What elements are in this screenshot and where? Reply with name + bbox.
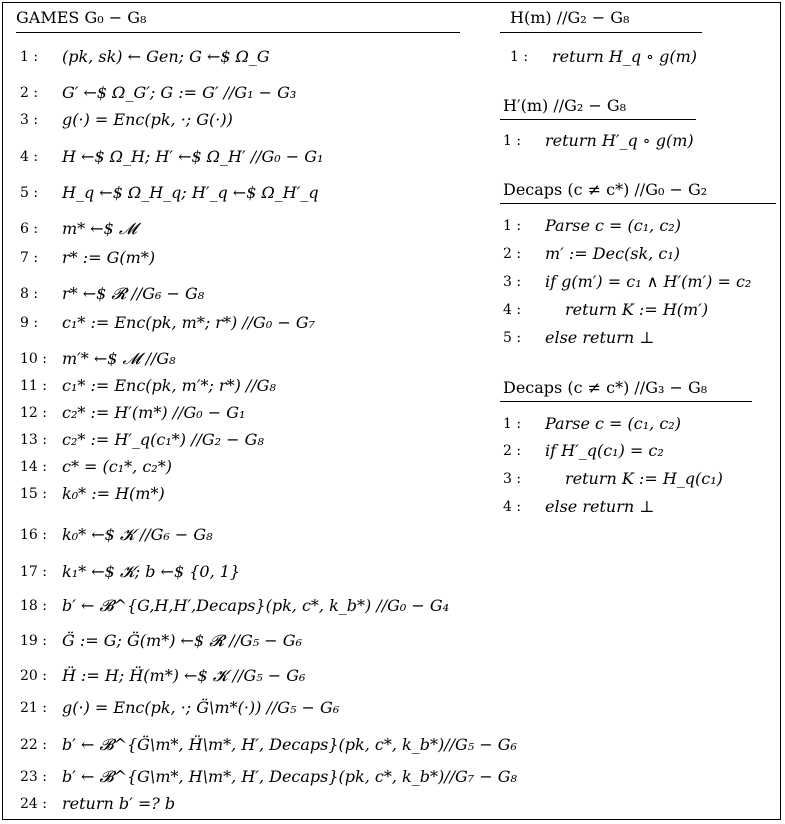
games-line-17-number: 17 : — [20, 564, 47, 580]
decaps1-line-3-number: 3 : — [503, 274, 522, 290]
games-line-13-number: 13 : — [20, 432, 47, 448]
games-line-2-code: G′ ←$ Ω_G′; G := G′ //G₁ − G₃ — [62, 83, 297, 102]
decaps2-line-1-number: 1 : — [503, 416, 522, 432]
decaps1-line-4-code: return K := H(m′) — [565, 300, 709, 319]
games-line-24-number: 24 : — [20, 796, 47, 812]
games-line-8-code: r* ←$ 𝓡 //G₆ − G₈ — [62, 284, 205, 303]
games-line-7-code: r* := G(m*) — [62, 248, 156, 267]
games-line-3-code: g(·) = Enc(pk, ·; G(·)) — [62, 110, 233, 129]
decaps2-rule — [500, 401, 752, 402]
games-line-7-number: 7 : — [20, 250, 39, 266]
decaps2-line-4-code: else return ⊥ — [545, 497, 655, 516]
games-line-8-number: 8 : — [20, 286, 39, 302]
games-line-12-code: c₂* := H′(m*) //G₀ − G₁ — [62, 403, 246, 422]
games-line-16-code: k₀* ←$ 𝓚 //G₆ − G₈ — [62, 525, 213, 544]
games-line-20-number: 20 : — [20, 668, 47, 684]
games-line-15-code: k₀* := H(m*) — [62, 484, 165, 503]
games-line-12-number: 12 : — [20, 405, 47, 421]
decaps1-line-4-number: 4 : — [503, 302, 522, 318]
games-line-5-number: 5 : — [20, 185, 39, 201]
games-title: GAMES G₀ − G₈ — [16, 8, 147, 27]
games-line-13-code: c₂* := H′_q(c₁*) //G₂ − G₈ — [62, 430, 264, 449]
games-line-1-code: (pk, sk) ← Gen; G ←$ Ω_G — [62, 47, 270, 66]
title-rule — [16, 32, 460, 33]
games-line-4-number: 4 : — [20, 149, 39, 165]
games-line-22-number: 22 : — [20, 737, 47, 753]
games-line-11-number: 11 : — [20, 378, 47, 394]
games-line-20-code: Ḧ := H; Ḧ(m*) ←$ 𝓚 //G₅ − G₆ — [62, 666, 306, 685]
games-line-10-code: m′* ←$ 𝓜 //G₈ — [62, 349, 176, 368]
decaps2-line-2-number: 2 : — [503, 443, 522, 459]
games-line-18-number: 18 : — [20, 598, 47, 614]
decaps2-line-1-code: Parse c = (c₁, c₂) — [545, 414, 681, 433]
games-line-24-code: return b′ =? b — [62, 794, 176, 813]
hm-line-1-code: return H_q ∘ g(m) — [552, 47, 697, 66]
games-line-21-code: g(·) = Enc(pk, ·; G̈\m*(·)) //G₅ − G₆ — [62, 698, 340, 717]
games-line-10-number: 10 : — [20, 351, 47, 367]
hpm-line-1-code: return H′_q ∘ g(m) — [545, 131, 694, 150]
decaps1-line-3-code: if g(m′) = c₁ ∧ H′(m′) = c₂ — [545, 272, 752, 291]
games-line-4-code: H ←$ Ω_H; H′ ←$ Ω_H′ //G₀ − G₁ — [62, 147, 324, 166]
games-line-17-code: k₁* ←$ 𝓚; b ←$ {0, 1} — [62, 562, 241, 581]
games-line-23-code: b′ ← 𝓑^{G\m*, H\m*, H′, Decaps}(pk, c*, k_b*)//G₇ − G₈ — [62, 767, 517, 786]
games-line-14-number: 14 : — [20, 459, 47, 475]
games-line-9-code: c₁* := Enc(pk, m*; r*) //G₀ − G₇ — [62, 313, 316, 332]
decaps1-rule — [500, 203, 776, 204]
games-line-2-number: 2 : — [20, 85, 39, 101]
decaps1-line-2-code: m′ := Dec(sk, c₁) — [545, 244, 680, 263]
games-line-19-number: 19 : — [20, 633, 47, 649]
games-line-16-number: 16 : — [20, 527, 47, 543]
games-line-6-number: 6 : — [20, 221, 39, 237]
decaps2-line-3-number: 3 : — [503, 471, 522, 487]
games-line-5-code: H_q ←$ Ω_H_q; H′_q ←$ Ω_H′_q — [62, 183, 319, 202]
hm-line-1-number: 1 : — [510, 49, 529, 65]
games-line-6-code: m* ←$ 𝓜 — [62, 219, 137, 238]
hpm-line-1-number: 1 : — [503, 133, 522, 149]
decaps2-line-3-code: return K := H_q(c₁) — [565, 469, 723, 488]
hpm-title: H′(m) //G₂ − G₈ — [503, 96, 627, 115]
hm-title: H(m) //G₂ − G₈ — [510, 8, 630, 27]
games-line-11-code: c₁* := Enc(pk, m′*; r*) //G₈ — [62, 376, 276, 395]
decaps1-line-5-code: else return ⊥ — [545, 328, 655, 347]
games-line-18-code: b′ ← 𝓑^{G,H,H′,Decaps}(pk, c*, k_b*) //G₀ − G₄ — [62, 596, 450, 615]
games-line-15-number: 15 : — [20, 486, 47, 502]
decaps2-line-4-number: 4 : — [503, 499, 522, 515]
games-line-9-number: 9 : — [20, 315, 39, 331]
decaps1-line-1-code: Parse c = (c₁, c₂) — [545, 216, 681, 235]
games-line-22-code: b′ ← 𝓑^{G̈\m*, Ḧ\m*, H′, Decaps}(pk, c*, k_b*)//G₅ − G₆ — [62, 735, 517, 754]
games-line-23-number: 23 : — [20, 769, 47, 785]
games-line-19-code: G̈ := G; G̈(m*) ←$ 𝓡 //G₅ − G₆ — [62, 631, 302, 650]
games-line-21-number: 21 : — [20, 700, 47, 716]
games-line-3-number: 3 : — [20, 112, 39, 128]
decaps1-line-1-number: 1 : — [503, 218, 522, 234]
decaps1-line-2-number: 2 : — [503, 246, 522, 262]
decaps2-line-2-code: if H′_q(c₁) = c₂ — [545, 441, 664, 460]
decaps1-title: Decaps (c ≠ c*) //G₀ − G₂ — [503, 180, 708, 199]
decaps2-title: Decaps (c ≠ c*) //G₃ − G₈ — [503, 378, 708, 397]
games-line-1-number: 1 : — [20, 49, 39, 65]
games-line-14-code: c* = (c₁*, c₂*) — [62, 457, 172, 476]
hpm-rule — [500, 119, 696, 120]
hm-rule — [500, 32, 702, 33]
decaps1-line-5-number: 5 : — [503, 330, 522, 346]
